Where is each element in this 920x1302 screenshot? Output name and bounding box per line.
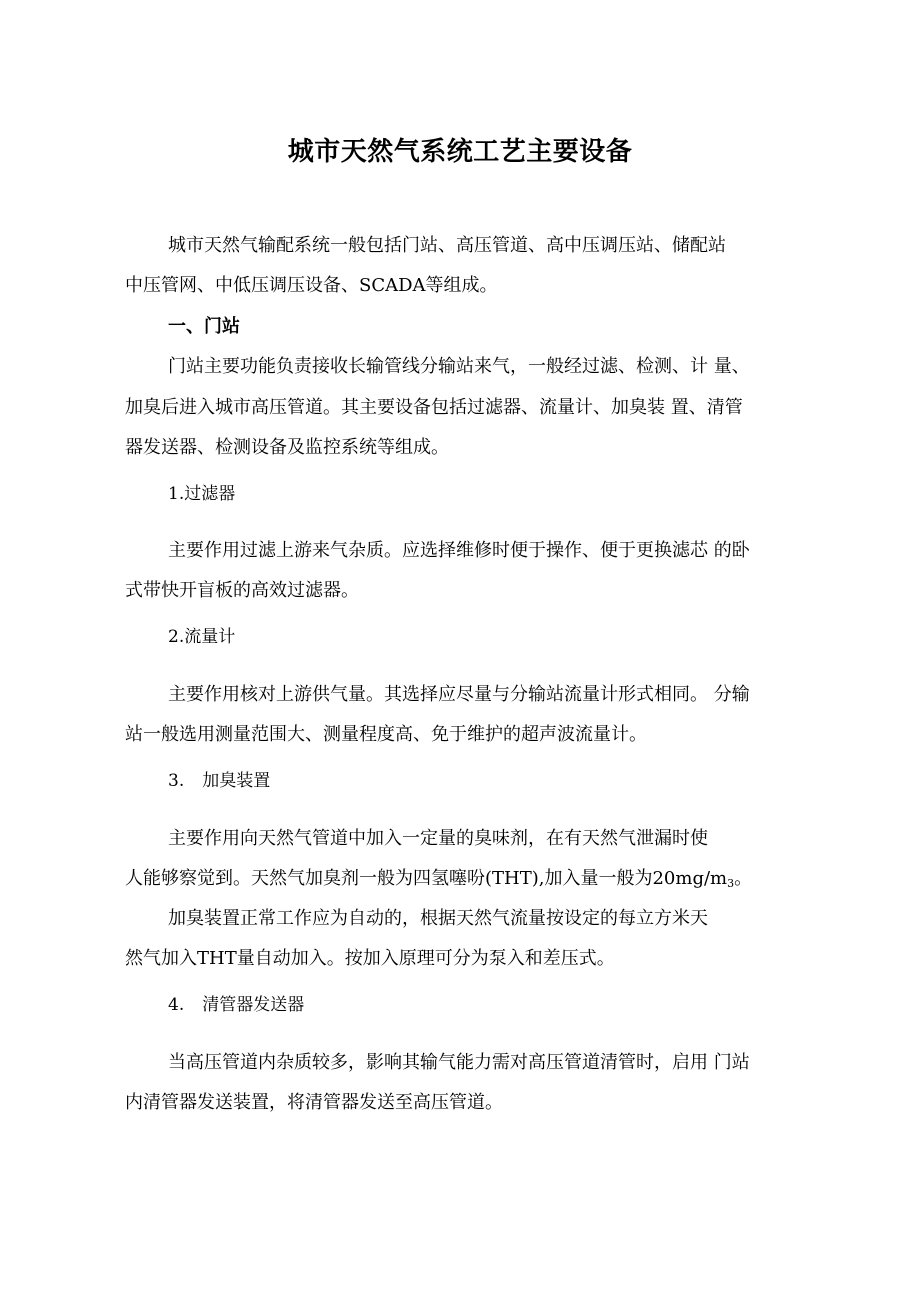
item4-number: 4. [168,995,185,1015]
item3-line-2 [125,866,752,894]
intro-line-1: 城市天然气输配系统一般包括门站、高压管道、高中压调压站、储配站 [168,235,726,256]
item4-heading-text: 清管器发送器 [202,995,305,1015]
item-heading-filter: 1.过滤器 [168,484,236,504]
item4-line-2: 内清管器发送装置，将清管器发送至高压管道。 [125,1092,503,1113]
item3-heading-text: 加臭装置 [202,771,271,791]
item1-line-1: 主要作用过滤上游来气杂质。应选择维修时便于操作、便于更换滤芯 的卧 [168,540,750,561]
item1-line-2: 式带快开盲板的高效过滤器。 [125,580,359,601]
item3-line-2-end: 。 [734,868,753,889]
item3-line-4: 然气加入THT量自动加入。按加入原理可分为泵入和差压式。 [125,948,615,969]
item-heading-flowmeter: 2.流量计 [168,627,236,647]
intro-line-2: 中压管网、中低压调压设备、SCADA等组成。 [125,275,498,296]
item3-line-2-main: 人能够察觉到。天然气加臭剂一般为四氢噻吩(THT),加入量一般为20mg/m [125,868,728,889]
section1-line-3: 器发送器、检测设备及监控系统等组成。 [125,437,449,458]
item3-unit-exponent: 3 [727,877,735,890]
item2-line-2: 站一般选用测量范围大、测量程度高、免于维护的超声波流量计。 [125,724,647,745]
item-heading-pig-launcher [168,992,304,1018]
item3-line-1: 主要作用向天然气管道中加入一定量的臭味剂，在有天然气泄漏时使 [168,828,708,849]
item3-line-3: 加臭装置正常工作应为自动的，根据天然气流量按设定的每立方米天 [168,908,708,929]
item-heading-odorizer [168,768,270,794]
item3-number: 3. [168,771,185,791]
section-heading-gate-station: 一、门站 [168,316,240,337]
section1-line-2: 加臭后进入城市高压管道。其主要设备包括过滤器、流量计、加臭装 置、清管 [125,397,743,418]
section1-line-1: 门站主要功能负责接收长输管线分输站来气，一般经过滤、检测、计 量、 [168,356,750,377]
item2-line-1: 主要作用核对上游供气量。其选择应尽量与分输站流量计形式相同。 分输 [168,684,750,705]
document-title: 城市天然气系统工艺主要设备 [287,137,633,167]
item4-line-1: 当高压管道内杂质较多，影响其输气能力需对高压管道清管时，启用 门站 [168,1052,750,1073]
